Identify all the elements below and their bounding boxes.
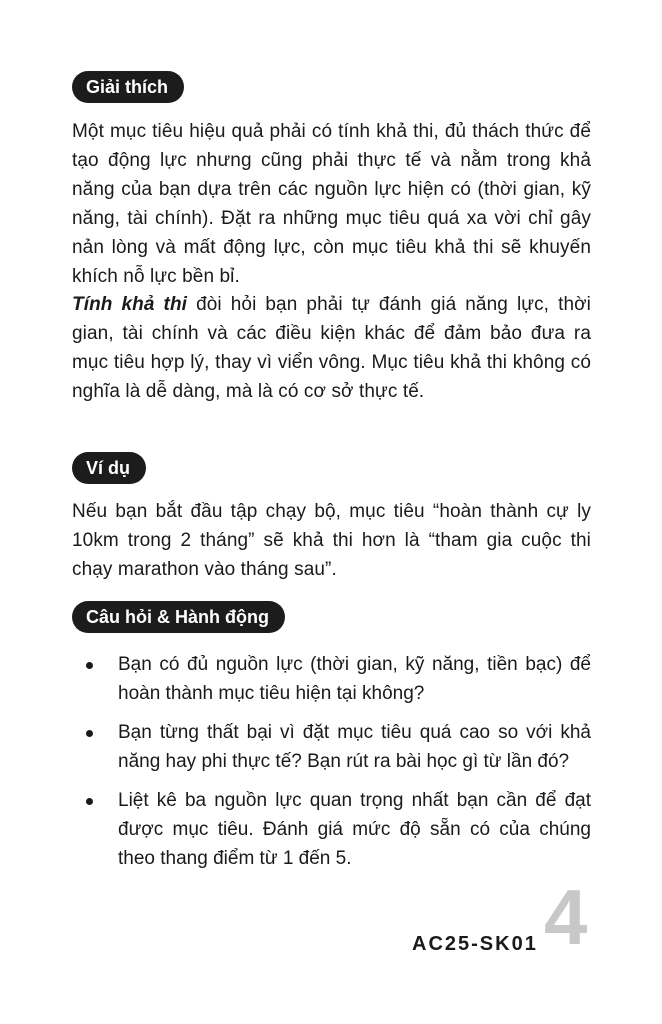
question-text: Bạn có đủ nguồn lực (thời gian, kỹ năng, tiền bạc) để hoàn thành mục tiêu hiện tại không? <box>118 654 591 704</box>
book-code: AC25-SK01 <box>412 933 538 955</box>
explain-paragraph-2 <box>72 290 591 406</box>
explain-paragraph-2-text: đòi hỏi bạn phải tự đánh giá năng lực, thời gian, tài chính và các điều kiện khác để đảm bảo đưa ra mục tiêu hợp lý, thay vì viển vông. Mục tiêu khả thi không có nghĩa là dễ dàng, mà là có cơ sở thực tế. <box>72 294 591 402</box>
example-heading: Ví dụ <box>72 452 146 484</box>
questions-list <box>72 650 591 883</box>
questions-heading: Câu hỏi & Hành động <box>72 601 285 633</box>
bullet-icon <box>86 662 93 669</box>
list-item <box>72 718 591 776</box>
bullet-icon <box>86 730 93 737</box>
page-number: 4 <box>544 873 588 961</box>
bullet-icon <box>86 798 93 805</box>
example-paragraph: Nếu bạn bắt đầu tập chạy bộ, mục tiêu “hoàn thành cự ly 10km trong 2 tháng” sẽ khả thi hơn là “tham gia cuộc thi chạy marathon vào tháng sau”. <box>72 501 591 580</box>
explain-emphasis: Tính khả thi <box>72 294 188 315</box>
list-item <box>72 786 591 873</box>
question-text: Liệt kê ba nguồn lực quan trọng nhất bạn cần để đạt được mục tiêu. Đánh giá mức độ sẵn có của chúng theo thang điểm từ 1 đến 5. <box>118 790 591 869</box>
explain-paragraph-1: Một mục tiêu hiệu quả phải có tính khả thi, đủ thách thức để tạo động lực nhưng cũng phải thực tế và nằm trong khả năng của bạn dựa trên các nguồn lực hiện có (thời gian, kỹ năng, tài chính). Đặt ra những mục tiêu quá xa vời chỉ gây nản lòng và mất động lực, còn mục tiêu khả thi sẽ khuyến khích nỗ lực bền bỉ. <box>72 121 591 287</box>
question-text: Bạn từng thất bại vì đặt mục tiêu quá cao so với khả năng hay phi thực tế? Bạn rút ra bài học gì từ lần đó? <box>118 722 591 772</box>
explain-heading: Giải thích <box>72 71 184 103</box>
list-item <box>72 650 591 708</box>
